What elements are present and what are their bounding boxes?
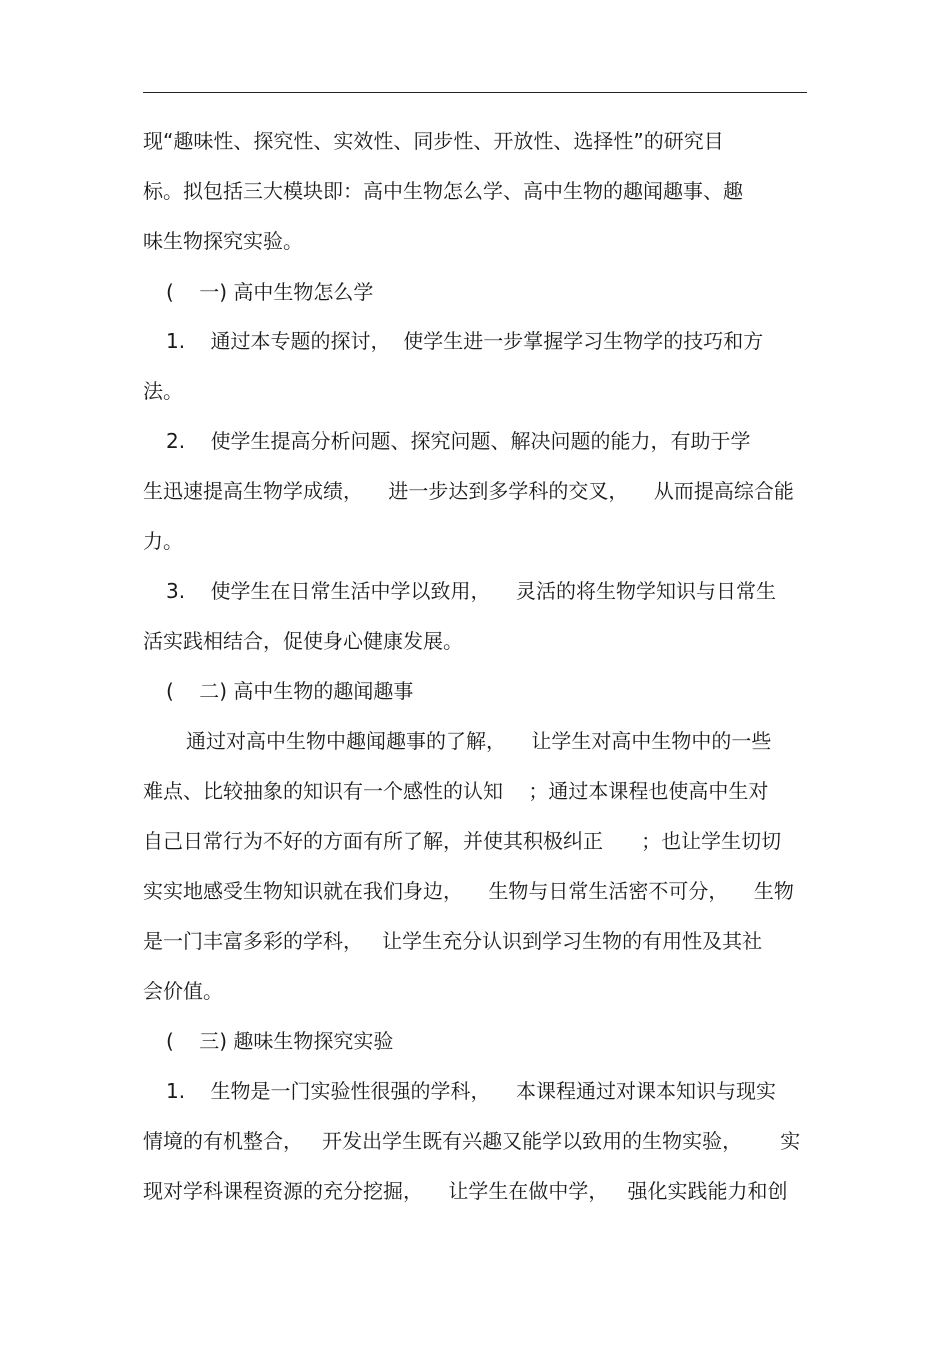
- text-line: 现“趣味性、探究性、实效性、同步性、开放性、选择性”的研究目: [143, 129, 724, 153]
- text-line: 法。: [143, 379, 183, 403]
- text-line: 实实地感受生物知识就在我们身边， 生物与日常生活密不可分， 生物: [143, 879, 794, 903]
- text-line: 力。: [143, 529, 183, 553]
- section-heading-3: ( 三) 趣味生物探究实验: [166, 1029, 394, 1053]
- text-line: 会价值。: [143, 979, 223, 1003]
- text-line: 生迅速提高生物学成绩， 进一步达到多学科的交叉， 从而提高综合能: [143, 479, 794, 503]
- section-heading-1: ( 一) 高中生物怎么学: [166, 280, 374, 304]
- header-rule: [143, 92, 807, 93]
- list-item-3: 3. 使学生在日常生活中学以致用， 灵活的将生物学知识与日常生: [166, 579, 776, 603]
- text-line: 味生物探究实验。: [143, 229, 303, 253]
- text-line: 标。拟包括三大模块即：高中生物怎么学、高中生物的趣闻趣事、趣: [143, 179, 743, 203]
- list-item-2: 2. 使学生提高分析问题、探究问题、解决问题的能力，有助于学: [166, 429, 751, 453]
- text-line: 活实践相结合，促使身心健康发展。: [143, 629, 463, 653]
- text-line: 情境的有机整合， 开发出学生既有兴趣又能学以致用的生物实验， 实: [143, 1129, 801, 1153]
- text-line: 难点、比较抽象的知识有一个感性的认知 ；通过本课程也使高中生对: [143, 779, 769, 803]
- text-line: 是一门丰富多彩的学科， 让学生充分认识到学习生物的有用性及其社: [143, 929, 763, 953]
- section-heading-2: ( 二) 高中生物的趣闻趣事: [166, 679, 414, 703]
- list-item-4: 1. 生物是一门实验性很强的学科， 本课程通过对课本知识与现实: [166, 1079, 776, 1103]
- text-line: 现对学科课程资源的充分挖掘， 让学生在做中学， 强化实践能力和创: [143, 1179, 788, 1203]
- text-line: 自己日常行为不好的方面有所了解，并使其积极纠正 ；也让学生切切: [143, 829, 782, 853]
- paragraph-first-line: 通过对高中生物中趣闻趣事的了解， 让学生对高中生物中的一些: [186, 729, 772, 753]
- list-item-1: 1. 通过本专题的探讨， 使学生进一步掌握学习生物学的技巧和方: [166, 329, 764, 353]
